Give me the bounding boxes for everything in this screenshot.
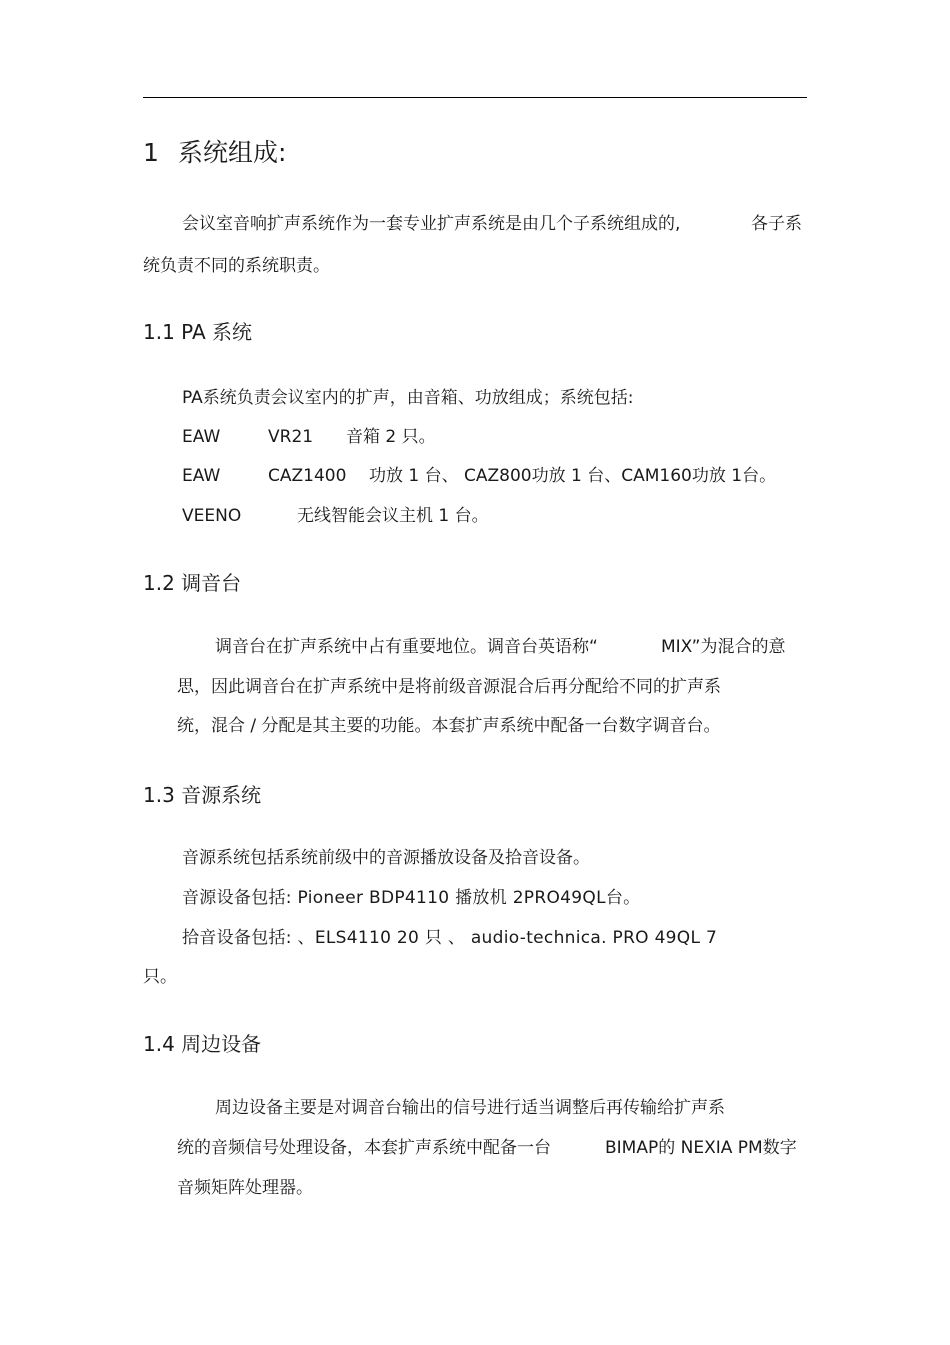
section-title-pa: 1.1 PA 系统 [143, 320, 252, 344]
mixer-line-1b: MIX”为混合的意 [661, 637, 786, 657]
peripheral-line-3: 音频矩阵处理器。 [177, 1178, 313, 1198]
section-title-source: 1.3 音源系统 [143, 783, 262, 807]
intro-line-1b: 各子系 [751, 214, 802, 234]
header-rule [143, 97, 807, 98]
intro-line-1a: 会议室音响扩声系统作为一套专业扩声系统是由几个子系统组成的, [182, 214, 681, 234]
source-line-2: 音源设备包括: Pioneer BDP4110 播放机 2PRO49QL台。 [182, 888, 641, 908]
source-line-1: 音源系统包括系统前级中的音源播放设备及拾音设备。 [182, 848, 590, 868]
section-title-peripheral: 1.4 周边设备 [143, 1032, 262, 1056]
peripheral-line-2b: BIMAP的 NEXIA PM数字 [605, 1138, 797, 1158]
peripheral-line-1: 周边设备主要是对调音台输出的信号进行适当调整后再传输给扩声系 [215, 1098, 725, 1118]
section-number: 1 [143, 138, 159, 167]
section-title-mixer: 1.2 调音台 [143, 571, 242, 595]
pa-item-desc: 功放 1 台、 CAZ800功放 1 台、CAM160功放 1台。 [369, 466, 777, 486]
pa-item-model: VR21 [268, 427, 314, 447]
source-line-4: 只。 [143, 967, 177, 987]
peripheral-line-2a: 统的音频信号处理设备，本套扩声系统中配备一台 [177, 1138, 551, 1158]
intro-line-2: 统负责不同的系统职责。 [143, 256, 330, 276]
pa-description: PA系统负责会议室内的扩声，由音箱、功放组成；系统包括: [182, 388, 634, 408]
pa-item-desc: 音箱 2 只。 [346, 427, 436, 447]
source-line-3: 拾音设备包括: 、ELS4110 20 只 、 audio-technica. PRO 49QL 7 [182, 928, 718, 948]
mixer-line-2: 思，因此调音台在扩声系统中是将前级音源混合后再分配给不同的扩声系 [177, 677, 721, 697]
pa-item-brand: EAW [182, 466, 221, 486]
pa-item-desc: 无线智能会议主机 1 台。 [297, 506, 489, 526]
page-title: 系统组成: [178, 138, 287, 167]
mixer-line-1a: 调音台在扩声系统中占有重要地位。调音台英语称“ [215, 637, 598, 657]
pa-item-brand: EAW [182, 427, 221, 447]
pa-item-brand: VEENO [182, 506, 242, 526]
mixer-line-3: 统，混合 / 分配是其主要的功能。本套扩声系统中配备一台数字调音台。 [177, 716, 721, 736]
pa-item-model: CAZ1400 [268, 466, 347, 486]
